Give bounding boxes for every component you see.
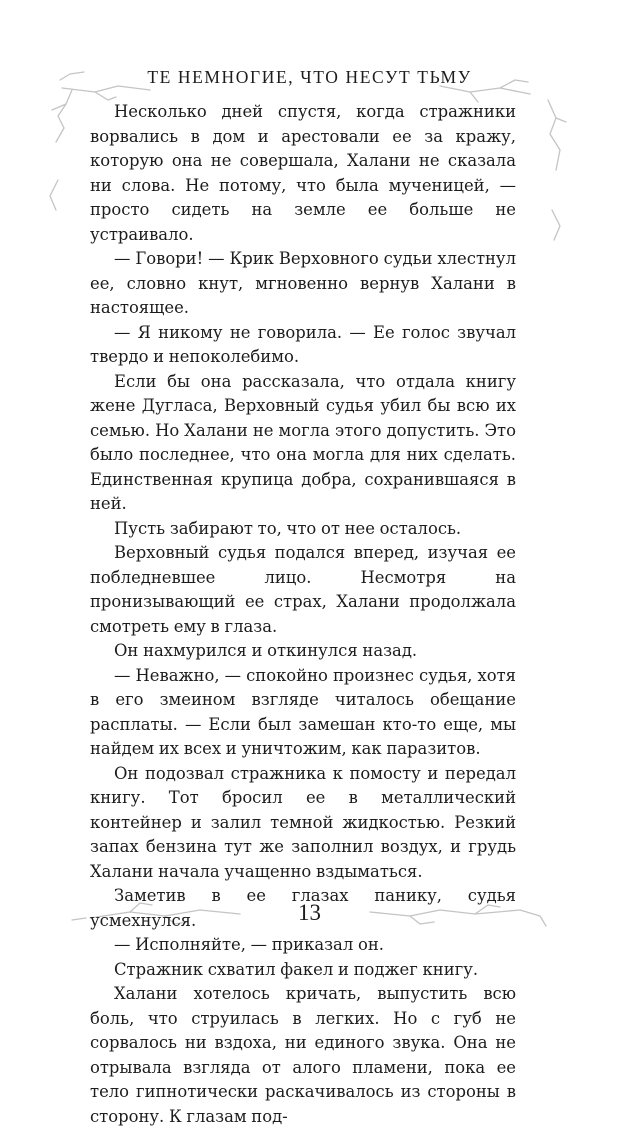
body-text bbox=[90, 100, 516, 1129]
page-number: 13 bbox=[298, 900, 321, 925]
paragraph: Несколько дней спустя, когда стражники ворвались в дом и арестовали ее за кражу, которую она не совершала, Халани не сказала ни слова. Не потому, что была мученицей, — просто сидеть на земле ее больше не устраивало. bbox=[90, 102, 516, 244]
paragraph: — Неважно, — спокойно произнес судья, хотя в его змеином взгляде читалось обещание расплаты. — Если был замешан кто-то еще, мы найдем их всех и уничтожим, как паразитов. bbox=[90, 665, 516, 758]
paragraph: Если бы она рассказала, что отдала книгу жене Дугласа, Верховный судья убил бы всю их семью. Но Халани не могла этого допустить. Это было последнее, что она могла для них сделать. Единственная крупица добра, сохранившаяся в ней. bbox=[90, 371, 516, 513]
paragraph: — Я никому не говорила. — Ее голос звучал твердо и непоколебимо. bbox=[90, 322, 516, 366]
running-header: ТЕ НЕМНОГИЕ, ЧТО НЕСУТ ТЬМУ bbox=[147, 67, 472, 87]
paragraph: Он подозвал стражника к помосту и передал книгу. Тот бросил ее в металлический контейнер и залил темной жидкостью. Резкий запах бензина тут же заполнил воздух, и грудь Халани начала учащенно вздыматься. bbox=[90, 763, 516, 881]
paragraph: — Исполняйте, — приказал он. bbox=[114, 935, 384, 954]
paragraph: Халани хотелось кричать, выпустить всю боль, что струилась в легких. Но с губ не сорвалось ни вздоха, ни единого звука. Она не отрывала взгляда от алого пламени, пока ее тело гипнотически раскачивалось из стороны в сторону. К глазам под- bbox=[90, 984, 516, 1126]
paragraph: Пусть забирают то, что от нее осталось. bbox=[114, 518, 462, 538]
paragraph: Стражник схватил факел и поджег книгу. bbox=[114, 959, 479, 979]
paragraph: Он нахмурился и откинулся назад. bbox=[114, 641, 418, 660]
paragraph: Заметив в ее глазах панику, судья усмехнулся. bbox=[90, 886, 516, 930]
paragraph: Верховный судья подался вперед, изучая ее побледневшее лицо. Несмотря на пронизывающий ее страх, Халани продолжала смотреть ему в глаза. bbox=[90, 543, 516, 636]
paragraph: — Говори! — Крик Верховного судьи хлестнул ее, словно кнут, мгновенно вернув Халани в настоящее. bbox=[90, 249, 516, 317]
